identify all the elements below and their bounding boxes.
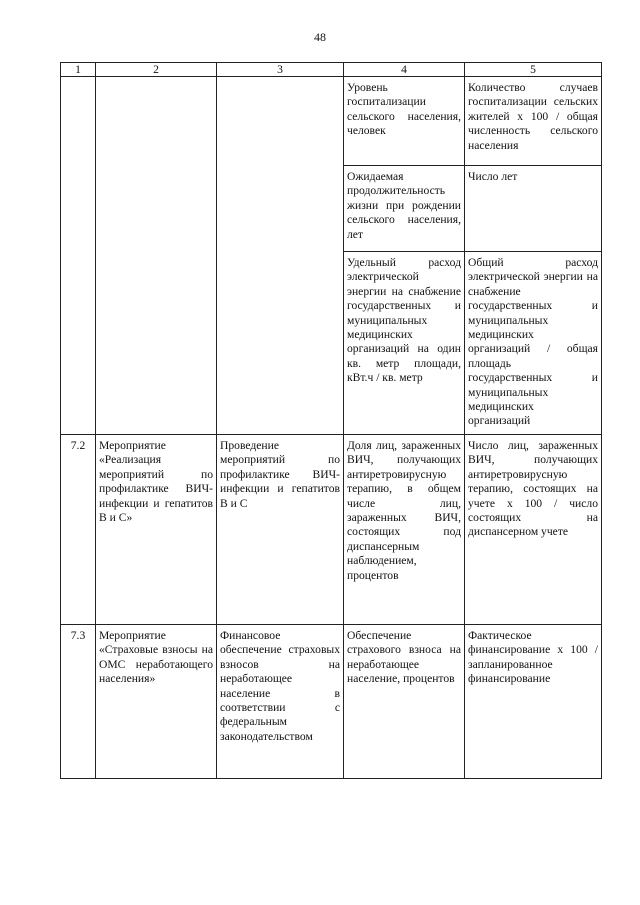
- header-col-3: 3: [217, 63, 344, 77]
- header-col-5: 5: [465, 63, 602, 77]
- formula-cell: Количество случаев госпитализации сельских жителей х 100 / общая численность сельского населения: [465, 77, 602, 166]
- header-col-2: 2: [96, 63, 217, 77]
- table-row: [61, 77, 602, 166]
- table-row: [61, 252, 602, 435]
- table-row: [61, 625, 602, 779]
- header-col-1: 1: [61, 63, 96, 77]
- table-row: [61, 166, 602, 252]
- indicator-cell: Доля лиц, зараженных ВИЧ, получающих антиретровирусную терапию, в общем числе лиц, зараженных ВИЧ, состоящих под диспансерным наблюдением, процентов: [344, 435, 465, 625]
- row-number-cell: 7.3: [61, 625, 96, 779]
- event-cell: Мероприятие «Страховые взносы на ОМС неработающего населения»: [96, 625, 217, 779]
- indicator-cell: Удельный расход электрической энергии на снабжение государственных и муниципальных медицинских организаций на один кв. метр площади, кВт.ч / кв. метр: [344, 252, 465, 435]
- empty-cell: [61, 252, 96, 435]
- content-cell: Проведение мероприятий по профилактике ВИЧ-инфекции и гепатитов В и С: [217, 435, 344, 625]
- row-number-cell: 7.2: [61, 435, 96, 625]
- indicator-cell: Обеспечение страхового взноса на неработающее население, процентов: [344, 625, 465, 779]
- header-row: [61, 63, 602, 77]
- empty-cell: [96, 252, 217, 435]
- indicators-table: [60, 62, 602, 779]
- indicator-cell: Уровень госпитализации сельского населения, человек: [344, 77, 465, 166]
- formula-cell: Фактическое финансирование х 100 / запланированное финансирование: [465, 625, 602, 779]
- table-row: [61, 435, 602, 625]
- empty-cell: [61, 166, 96, 252]
- empty-cell: [217, 77, 344, 166]
- formula-cell: Число лет: [465, 166, 602, 252]
- empty-cell: [217, 252, 344, 435]
- empty-cell: [61, 77, 96, 166]
- indicator-cell: Ожидаемая продолжительность жизни при рождении сельского населения, лет: [344, 166, 465, 252]
- page-number: 48: [314, 30, 326, 44]
- header-col-4: 4: [344, 63, 465, 77]
- event-cell: Мероприятие «Реализация мероприятий по профилактике ВИЧ-инфекции и гепатитов В и С»: [96, 435, 217, 625]
- formula-cell: Общий расход электрической энергии на снабжение государственных и муниципальных медицинских организаций / общая площадь государственных и муниципальных медицинских организаций: [465, 252, 602, 435]
- content-cell: Финансовое обеспечение страховых взносов на неработающее население в соответствии с федеральным законодательством: [217, 625, 344, 779]
- empty-cell: [96, 77, 217, 166]
- empty-cell: [217, 166, 344, 252]
- formula-cell: Число лиц, зараженных ВИЧ, получающих антиретровирусную терапию, состоящих на учете х 100 / число состоящих на диспансерном учете: [465, 435, 602, 625]
- empty-cell: [96, 166, 217, 252]
